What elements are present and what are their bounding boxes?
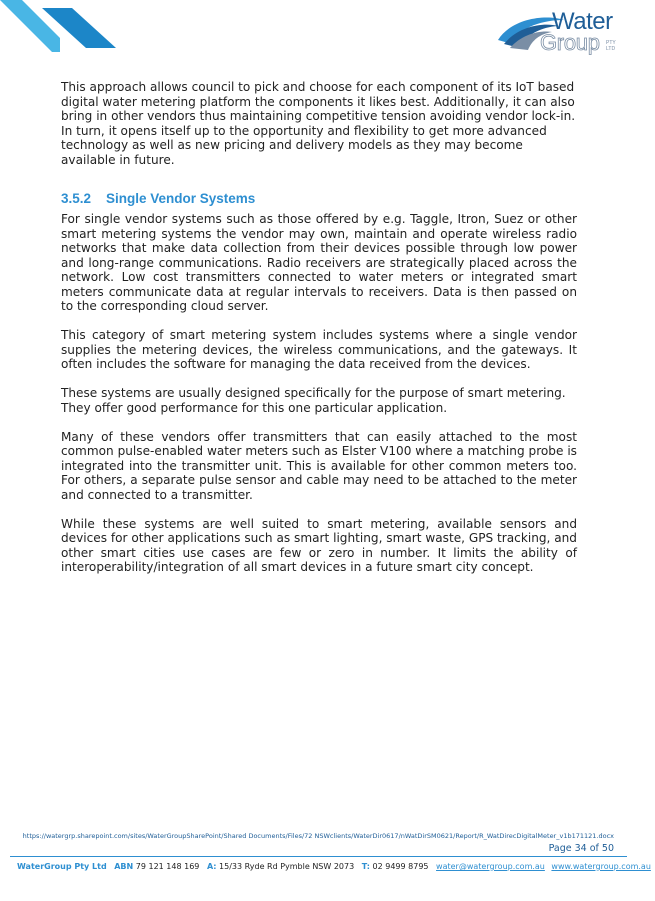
footer-file-path: https://watergrp.sharepoint.com/sites/WaterGroupSharePoint/Shared Documents/Files/72 NSWclients/WaterDir0617/nWatDirSM0621/Report/R_WatDirecDigitalMeter_v1b171121.docx: [22, 832, 614, 840]
section-number: 3.5.2: [61, 191, 92, 206]
watergroup-logo: [494, 10, 624, 62]
footer-abn-label: ABN: [114, 862, 134, 871]
section-heading: [61, 191, 577, 207]
page-number: Page 34 of 50: [548, 843, 614, 854]
footer-address-label: A:: [206, 862, 217, 871]
footer-website-link[interactable]: www.watergroup.com.au: [551, 862, 651, 871]
footer-phone-value: 02 9499 8795: [372, 862, 429, 871]
footer-phone-label: T:: [361, 862, 370, 871]
footer-company: WaterGroup Pty Ltd: [17, 862, 107, 871]
logo-suffix: PTY LTD: [606, 40, 616, 52]
paragraph: For single vendor systems such as those offered by e.g. Taggle, Itron, Suez or other smart metering systems the vendor may own, maintain and operate wireless radio networks that make data collection from their devices possible through low power and long-range communications. Radio receivers are strategically placed across the network. Low cost transmitters connected to water meters or integrated smart meters communicate data at regular intervals to receivers. Data is then passed on to the corresponding cloud server.: [61, 212, 577, 313]
footer-email-link[interactable]: water@watergroup.com.au: [436, 862, 545, 871]
intro-paragraph: This approach allows council to pick and choose for each component of its IoT based digital water metering platform the components it likes best. Additionally, it can also bring in other vendors thus maintaining competitive tension avoiding vendor lock-in. In turn, it opens itself up to the opportunity and flexibility to get more advanced technology as well as new pricing and delivery models as they may become available in future.: [61, 80, 576, 167]
footer-divider: [10, 856, 627, 857]
paragraph: Many of these vendors offer transmitters that can easily attached to the most common pulse-enabled water meters such as Elster V100 where a matching probe is integrated into the transmitter unit. This is available for other common meters too. For others, a separate pulse sensor and cable may need to be attached to the meter and connected to a transmitter.: [61, 429, 577, 502]
logo-word-group: Group: [540, 30, 600, 55]
footer-address-value: 15/33 Ryde Rd Pymble NSW 2073: [219, 862, 355, 871]
footer-contact: [17, 862, 655, 871]
document-body: [61, 80, 577, 589]
paragraph: These systems are usually designed specifically for the purpose of smart metering. They offer good performance for this one particular application.: [61, 386, 566, 415]
corner-stripes-decoration: [0, 0, 120, 60]
footer-abn-value: 79 121 148 169: [135, 862, 200, 871]
section-title: Single Vendor Systems: [106, 191, 256, 206]
logo-word-water: Water: [552, 8, 613, 35]
paragraph: While these systems are well suited to smart metering, available sensors and devices for other applications such as smart lighting, smart waste, GPS tracking, and other smart cities use cases are few or zero in number. It limits the ability of interoperability/integration of all smart devices in a future smart city concept.: [61, 516, 577, 574]
paragraph: This category of smart metering system includes systems where a single vendor supplies the metering devices, the wireless communications, and the gateways. It often includes the software for managing the data received from the devices.: [61, 328, 577, 371]
